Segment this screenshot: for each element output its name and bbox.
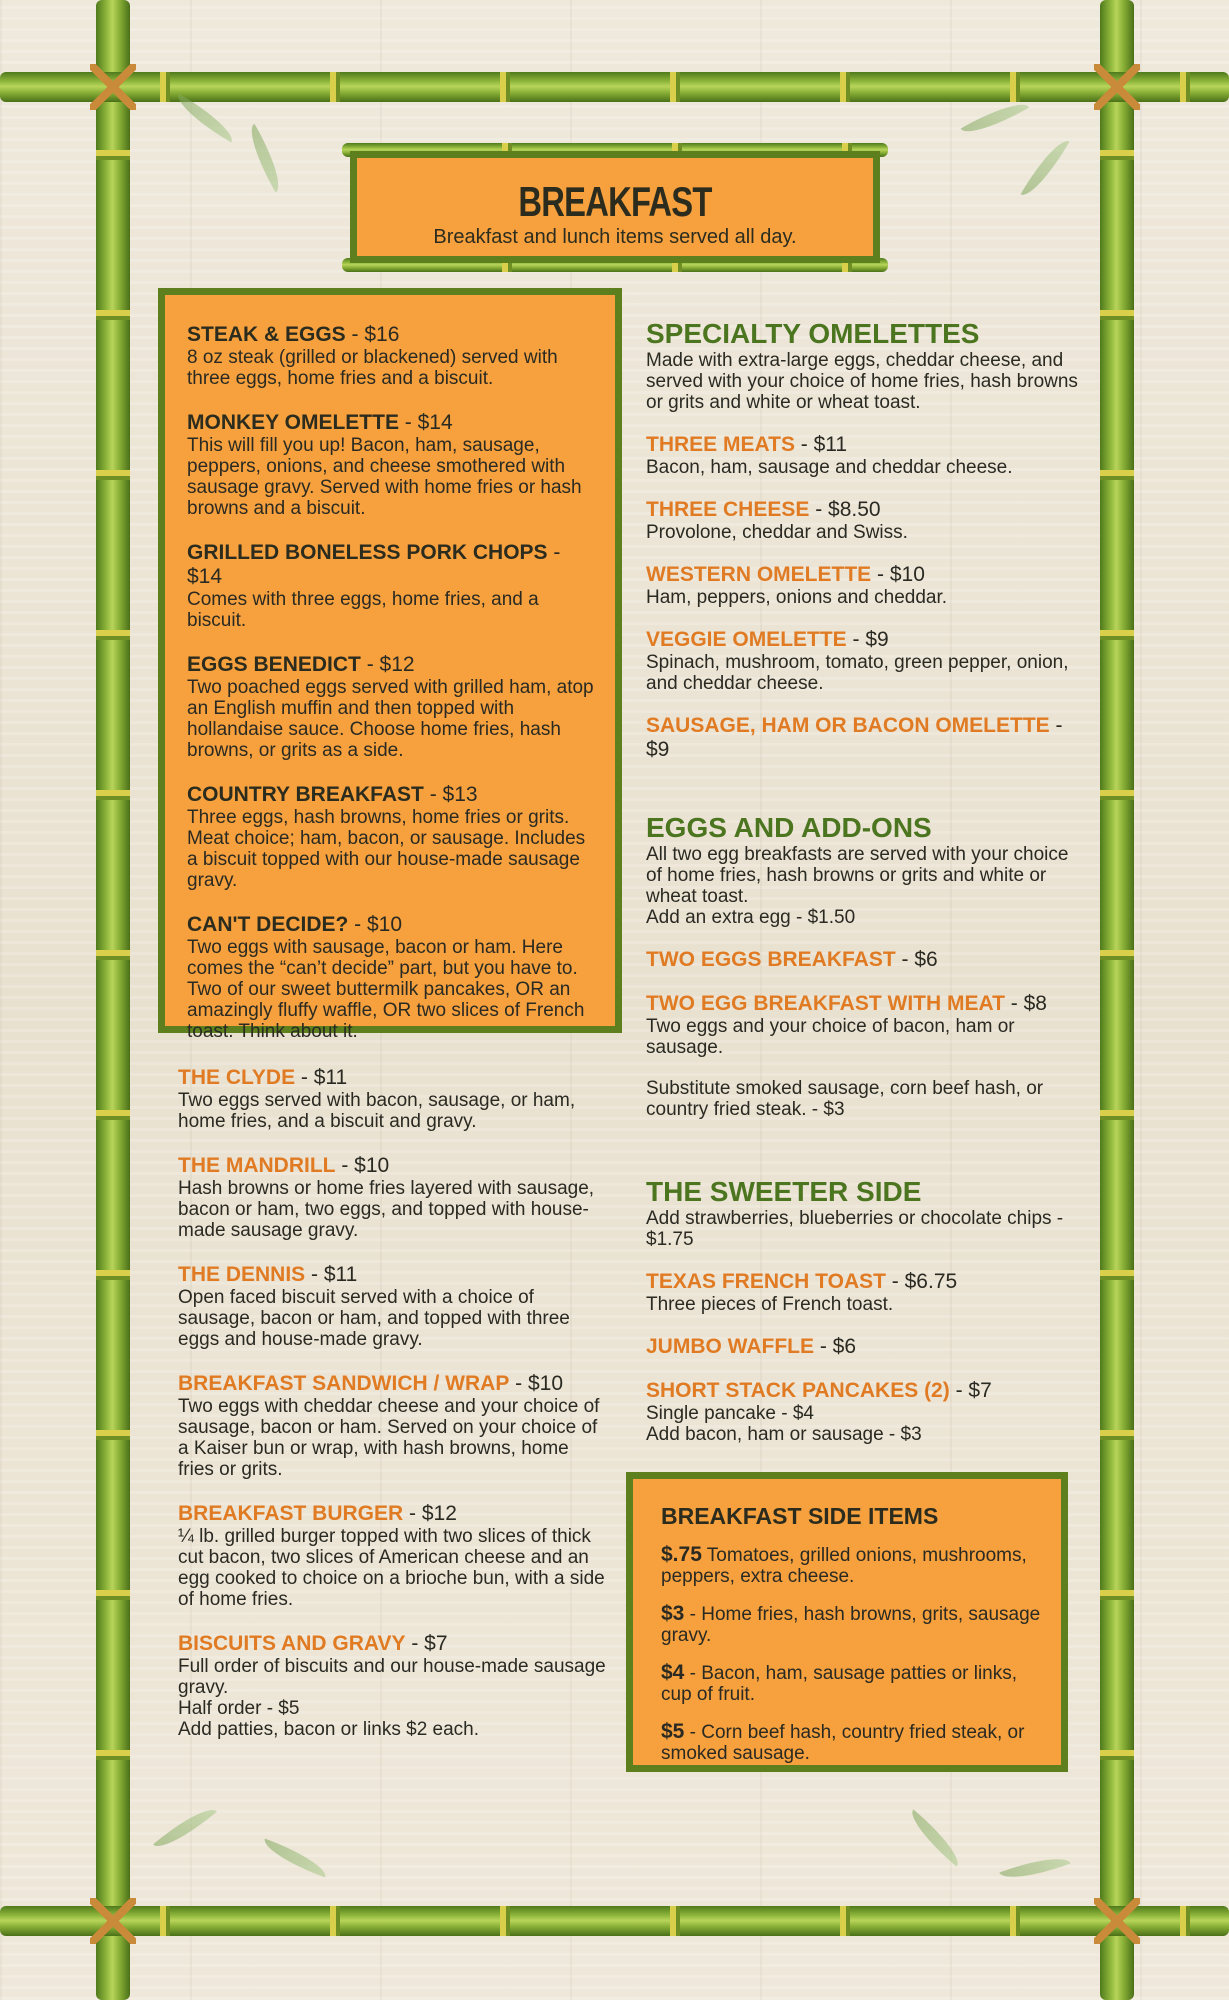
menu-item-name: MONKEY OMELETTE <box>187 411 399 434</box>
menu-item <box>178 1502 608 1610</box>
eggs-heading: EGGS AND ADD-ONS <box>646 812 932 843</box>
menu-item-name: TWO EGG BREAKFAST WITH MEAT <box>646 992 1005 1015</box>
menu-item-price: - $10 <box>335 1154 390 1177</box>
menu-item <box>178 1154 608 1241</box>
menu-item <box>187 653 601 761</box>
menu-item-name: THE MANDRILL <box>178 1154 336 1177</box>
menu-item-name: THE DENNIS <box>178 1263 306 1286</box>
menu-item-header <box>178 1154 608 1178</box>
side-item <box>661 1662 1045 1705</box>
menu-item-header <box>187 541 601 589</box>
menu-item-price: - $6 <box>895 948 938 971</box>
menu-item-header <box>178 1632 608 1656</box>
menu-item-description: ¼ lb. grilled burger topped with two slices of thick cut bacon, two slices of American cheese and an egg cooked to choice on a brioche bun, with a side of home fries. <box>178 1526 605 1610</box>
menu-item <box>187 913 601 1042</box>
menu-item-price: - $9 <box>646 714 1063 761</box>
knot-icon <box>1094 64 1140 110</box>
menu-item-name: SHORT STACK PANCAKES (2) <box>646 1379 950 1402</box>
menu-item <box>646 1270 1086 1315</box>
side-item-price: $3 <box>661 1602 685 1625</box>
menu-item-description: Provolone, cheddar and Swiss. <box>646 522 908 543</box>
menu-item-header <box>178 1372 608 1396</box>
omelettes-intro: Made with extra-large eggs, cheddar cheese, and served with your choice of home fries, hash browns or grits and white or wheat toast. <box>646 350 1078 413</box>
side-item-description: - Bacon, ham, sausage patties or links, cup of fruit. <box>661 1663 1018 1705</box>
menu-item-description: Three pieces of French toast. <box>646 1294 894 1315</box>
knot-icon <box>1094 1898 1140 1944</box>
menu-item-header <box>187 411 601 435</box>
side-item-price: $.75 <box>661 1543 702 1566</box>
menu-item-header <box>178 1502 608 1526</box>
leaf-icon <box>903 1809 967 1866</box>
menu-item-price: - $14 <box>187 541 561 588</box>
side-item-description: Tomatoes, grilled onions, mushrooms, peppers, extra cheese. <box>661 1545 1027 1587</box>
menu-item <box>646 1379 1086 1445</box>
side-item-price: $5 <box>661 1720 685 1743</box>
menu-item-price: - $10 <box>509 1372 564 1395</box>
menu-item-header <box>646 1379 1086 1403</box>
side-item-description: - Corn beef hash, country fried steak, or smoked sausage. <box>661 1722 1025 1764</box>
menu-item-header <box>178 1066 608 1090</box>
menu-item-price: - $12 <box>360 653 415 676</box>
menu-item-header <box>646 563 1086 587</box>
side-item-description: - Home fries, hash browns, grits, sausage gravy. <box>661 1604 1041 1646</box>
omelettes-heading: SPECIALTY OMELETTES <box>646 318 980 349</box>
menu-item <box>187 783 601 891</box>
leaf-icon <box>259 1839 330 1878</box>
leaf-icon <box>153 1799 217 1856</box>
menu-item-header <box>646 498 1086 522</box>
bamboo-frame-left <box>96 0 130 2000</box>
menu-item-name: VEGGIE OMELETTE <box>646 628 847 651</box>
menu-item <box>646 992 1086 1058</box>
menu-item-name: JUMBO WAFFLE <box>646 1335 814 1358</box>
eggs-section <box>646 812 1086 1120</box>
menu-item-price: - $13 <box>423 783 478 806</box>
menu-item-price: - $11 <box>305 1263 358 1286</box>
menu-item <box>187 323 601 389</box>
menu-item-price: - $7 <box>949 1379 992 1402</box>
menu-item-price: - $9 <box>846 628 889 651</box>
knot-icon <box>90 64 136 110</box>
menu-item-name: THREE CHEESE <box>646 498 810 521</box>
menu-item-description: Two eggs and your choice of bacon, ham or sausage. <box>646 1016 1015 1058</box>
menu-item-name: BREAKFAST BURGER <box>178 1502 404 1525</box>
sweeter-intro: Add strawberries, blueberries or chocolate chips - $1.75 <box>646 1208 1064 1250</box>
side-items-box <box>626 1472 1068 1772</box>
sweeter-section <box>646 1176 1086 1445</box>
page-subtitle: Breakfast and lunch items served all day. <box>433 226 797 248</box>
leaf-icon <box>999 1849 1070 1888</box>
menu-item-name: STEAK & EGGS <box>187 323 346 346</box>
menu-item <box>178 1372 608 1480</box>
menu-item-price: - $11 <box>295 1066 348 1089</box>
menu-item-price: - $10 <box>348 913 403 936</box>
menu-item-price: - $10 <box>871 563 925 586</box>
menu-item <box>646 433 1086 478</box>
menu-item-name: TWO EGGS BREAKFAST <box>646 948 896 971</box>
menu-item <box>178 1066 608 1132</box>
menu-item <box>178 1632 608 1740</box>
sweeter-heading: THE SWEETER SIDE <box>646 1176 922 1207</box>
menu-item-description: Hash browns or home fries layered with sausage, bacon or ham, two eggs, and topped with house-made sausage gravy. <box>178 1178 595 1241</box>
menu-item-description: Full order of biscuits and our house-made sausage gravy. Half order - $5 Add patties, bacon or links $2 each. <box>178 1656 606 1740</box>
menu-item <box>646 498 1086 543</box>
menu-item <box>646 948 1086 972</box>
side-item <box>661 1603 1045 1646</box>
eggs-extra: Add an extra egg - $1.50 <box>646 907 856 928</box>
right-menu-column <box>646 318 1086 1471</box>
menu-item-name: WESTERN OMELETTE <box>646 563 872 586</box>
menu-item-name: SAUSAGE, HAM OR BACON OMELETTE <box>646 714 1050 737</box>
menu-item-price: - $6 <box>814 1335 857 1358</box>
bamboo-frame-right <box>1100 0 1134 2000</box>
menu-item-description: This will fill you up! Bacon, ham, sausage, peppers, onions, and cheese smothered with sausage gravy. Served with home fries or hash browns and a biscuit. <box>187 435 582 519</box>
menu-item <box>646 628 1086 694</box>
menu-item-description: Three eggs, hash browns, home fries or grits. Meat choice; ham, bacon, or sausage. Includes a biscuit topped with our house-made sausage gravy. <box>187 807 586 891</box>
menu-item-price: - $8 <box>1004 992 1047 1015</box>
menu-item <box>187 411 601 519</box>
omelettes-section <box>646 318 1086 762</box>
menu-item-description: Open faced biscuit served with a choice of sausage, bacon or ham, and topped with three eggs and house-made gravy. <box>178 1287 570 1350</box>
side-item <box>661 1544 1045 1587</box>
menu-item <box>646 714 1086 762</box>
menu-item-name: THREE MEATS <box>646 433 795 456</box>
menu-item-header <box>646 1270 1086 1294</box>
menu-item <box>646 1335 1086 1359</box>
menu-item-price: - $14 <box>398 411 453 434</box>
menu-item-description: Ham, peppers, onions and cheddar. <box>646 587 948 608</box>
menu-item-name: CAN'T DECIDE? <box>187 913 349 936</box>
menu-item-description: Two eggs with sausage, bacon or ham. Here comes the “can’t decide” part, but you have to. Two of our sweet buttermilk pancakes, OR an amazingly fluffy waffle, OR two slices of French toast. Think about it. <box>187 937 585 1042</box>
menu-item-header <box>646 992 1086 1016</box>
menu-item-description: Two eggs served with bacon, sausage, or ham, home fries, and a biscuit and gravy. <box>178 1090 576 1132</box>
leaf-icon <box>1021 134 1070 203</box>
menu-item-price: - $6.75 <box>885 1270 958 1293</box>
menu-item-description: Spinach, mushroom, tomato, green pepper, onion, and cheddar cheese. <box>646 652 1069 694</box>
featured-items-box <box>158 288 622 1042</box>
menu-item-header <box>646 714 1086 762</box>
menu-item-header <box>187 783 601 807</box>
eggs-substitute: Substitute smoked sausage, corn beef hash, or country fried steak. - $3 <box>646 1078 1044 1120</box>
menu-item-description: Single pancake - $4 Add bacon, ham or sausage - $3 <box>646 1403 922 1445</box>
bamboo-frame-bottom <box>0 1906 1229 1936</box>
menu-item-name: BREAKFAST SANDWICH / WRAP <box>178 1372 510 1395</box>
menu-item <box>646 563 1086 608</box>
menu-item-description: Comes with three eggs, home fries, and a biscuit. <box>187 589 539 631</box>
menu-item-description: Two eggs with cheddar cheese and your choice of sausage, bacon or ham. Served on your choice of a Kaiser bun or wrap, with hash browns, home fries or grits. <box>178 1396 600 1480</box>
menu-item-name: TEXAS FRENCH TOAST <box>646 1270 886 1293</box>
side-item <box>661 1721 1045 1764</box>
menu-item-name: GRILLED BONELESS PORK CHOPS <box>187 541 548 564</box>
menu-item-name: BISCUITS AND GRAVY <box>178 1632 406 1655</box>
eggs-intro: All two egg breakfasts are served with your choice of home fries, hash browns or grits and white or wheat toast. <box>646 844 1069 907</box>
menu-item-header <box>187 653 601 677</box>
menu-item-description: 8 oz steak (grilled or blackened) served with three eggs, home fries and a biscuit. <box>187 347 558 389</box>
menu-item-price: - $11 <box>794 433 848 456</box>
menu-item-name: THE CLYDE <box>178 1066 296 1089</box>
left-menu-list <box>178 1066 608 1762</box>
menu-item-price: - $7 <box>405 1632 448 1655</box>
menu-item-header <box>187 913 601 937</box>
menu-item-name: EGGS BENEDICT <box>187 653 361 676</box>
menu-item-header <box>646 948 1086 972</box>
menu-item-header <box>187 323 601 347</box>
menu-item-description: Two poached eggs served with grilled ham, atop an English muffin and then topped with hollandaise sauce. Choose home fries, hash browns, or grits as a side. <box>187 677 594 761</box>
menu-item-price: - $8.50 <box>809 498 881 521</box>
menu-item-name: COUNTRY BREAKFAST <box>187 783 424 806</box>
menu-item-description: Bacon, ham, sausage and cheddar cheese. <box>646 457 1013 478</box>
menu-item-price: - $12 <box>403 1502 457 1525</box>
menu-item-header <box>178 1263 608 1287</box>
menu-item-header <box>646 1335 1086 1359</box>
menu-item-price: - $16 <box>345 323 400 346</box>
menu-item-header <box>646 433 1086 457</box>
page-title: BREAKFAST <box>518 178 712 225</box>
leaf-icon <box>241 124 290 193</box>
menu-item <box>178 1263 608 1350</box>
knot-icon <box>90 1898 136 1944</box>
side-items-heading: BREAKFAST SIDE ITEMS <box>661 1503 939 1529</box>
menu-item <box>187 541 601 631</box>
side-item-price: $4 <box>661 1661 685 1684</box>
header-banner <box>350 151 880 263</box>
menu-item-header <box>646 628 1086 652</box>
